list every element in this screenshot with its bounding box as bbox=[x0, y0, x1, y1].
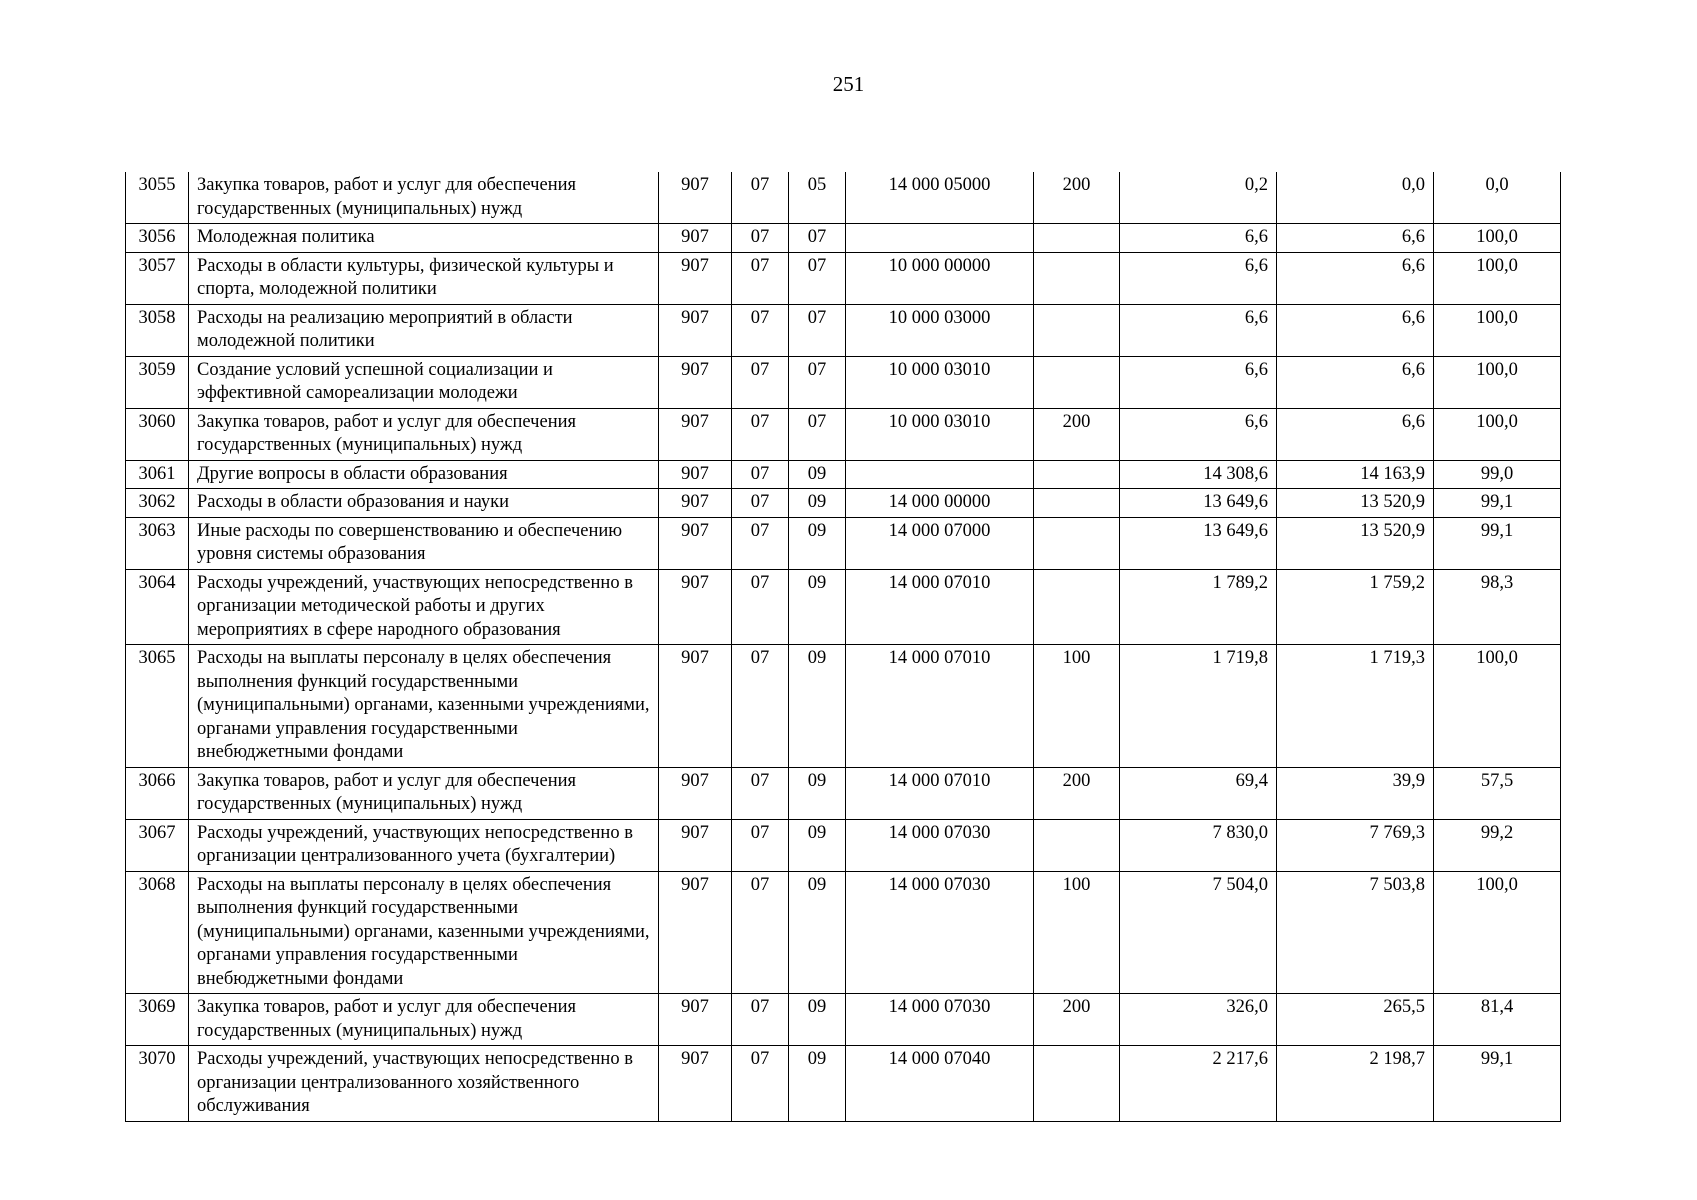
department-code-cell: 907 bbox=[659, 224, 732, 253]
subsection-code-cell: 09 bbox=[789, 767, 846, 819]
item-name-cell: Расходы в области культуры, физической культуры и спорта, молодежной политики bbox=[189, 252, 659, 304]
target-item-code-cell: 14 000 05000 bbox=[846, 172, 1034, 224]
percent-cell: 0,0 bbox=[1434, 172, 1561, 224]
expense-type-code-cell bbox=[1034, 1046, 1120, 1122]
target-item-code-cell bbox=[846, 460, 1034, 489]
item-name-cell: Закупка товаров, работ и услуг для обеспечения государственных (муниципальных) нужд bbox=[189, 767, 659, 819]
item-name-cell: Расходы учреждений, участвующих непосредственно в организации методической работы и других мероприятиях в сфере народного образования bbox=[189, 569, 659, 645]
table-row bbox=[126, 871, 1561, 994]
department-code-cell: 907 bbox=[659, 304, 732, 356]
target-item-code-cell: 14 000 07040 bbox=[846, 1046, 1034, 1122]
planned-amount-cell: 13 649,6 bbox=[1120, 489, 1277, 518]
planned-amount-cell: 69,4 bbox=[1120, 767, 1277, 819]
section-code-cell: 07 bbox=[732, 517, 789, 569]
subsection-code-cell: 09 bbox=[789, 569, 846, 645]
table-row bbox=[126, 517, 1561, 569]
actual-amount-cell: 13 520,9 bbox=[1277, 489, 1434, 518]
percent-cell: 100,0 bbox=[1434, 304, 1561, 356]
planned-amount-cell: 6,6 bbox=[1120, 356, 1277, 408]
expense-type-code-cell bbox=[1034, 252, 1120, 304]
subsection-code-cell: 09 bbox=[789, 645, 846, 768]
department-code-cell: 907 bbox=[659, 489, 732, 518]
planned-amount-cell: 6,6 bbox=[1120, 252, 1277, 304]
subsection-code-cell: 09 bbox=[789, 1046, 846, 1122]
target-item-code-cell: 10 000 03000 bbox=[846, 304, 1034, 356]
expense-type-code-cell: 100 bbox=[1034, 645, 1120, 768]
planned-amount-cell: 326,0 bbox=[1120, 994, 1277, 1046]
item-name-cell: Закупка товаров, работ и услуг для обеспечения государственных (муниципальных) нужд bbox=[189, 994, 659, 1046]
expense-type-code-cell bbox=[1034, 224, 1120, 253]
expense-type-code-cell bbox=[1034, 517, 1120, 569]
row-number-cell: 3067 bbox=[126, 819, 189, 871]
expense-type-code-cell: 100 bbox=[1034, 871, 1120, 994]
planned-amount-cell: 6,6 bbox=[1120, 224, 1277, 253]
percent-cell: 100,0 bbox=[1434, 356, 1561, 408]
planned-amount-cell: 6,6 bbox=[1120, 408, 1277, 460]
actual-amount-cell: 6,6 bbox=[1277, 356, 1434, 408]
expense-type-code-cell: 200 bbox=[1034, 994, 1120, 1046]
subsection-code-cell: 09 bbox=[789, 819, 846, 871]
percent-cell: 100,0 bbox=[1434, 408, 1561, 460]
section-code-cell: 07 bbox=[732, 408, 789, 460]
actual-amount-cell: 0,0 bbox=[1277, 172, 1434, 224]
row-number-cell: 3070 bbox=[126, 1046, 189, 1122]
target-item-code-cell: 14 000 07010 bbox=[846, 767, 1034, 819]
table-row bbox=[126, 569, 1561, 645]
table-row bbox=[126, 304, 1561, 356]
subsection-code-cell: 09 bbox=[789, 994, 846, 1046]
department-code-cell: 907 bbox=[659, 356, 732, 408]
table-row bbox=[126, 252, 1561, 304]
planned-amount-cell: 7 504,0 bbox=[1120, 871, 1277, 994]
item-name-cell: Расходы учреждений, участвующих непосредственно в организации централизованного учета (бухгалтерии) bbox=[189, 819, 659, 871]
section-code-cell: 07 bbox=[732, 819, 789, 871]
section-code-cell: 07 bbox=[732, 172, 789, 224]
table-row bbox=[126, 645, 1561, 768]
subsection-code-cell: 07 bbox=[789, 252, 846, 304]
item-name-cell: Создание условий успешной социализации и эффективной самореализации молодежи bbox=[189, 356, 659, 408]
percent-cell: 57,5 bbox=[1434, 767, 1561, 819]
item-name-cell: Расходы в области образования и науки bbox=[189, 489, 659, 518]
item-name-cell: Расходы на реализацию мероприятий в области молодежной политики bbox=[189, 304, 659, 356]
planned-amount-cell: 2 217,6 bbox=[1120, 1046, 1277, 1122]
section-code-cell: 07 bbox=[732, 304, 789, 356]
expense-type-code-cell bbox=[1034, 460, 1120, 489]
planned-amount-cell: 1 719,8 bbox=[1120, 645, 1277, 768]
percent-cell: 100,0 bbox=[1434, 645, 1561, 768]
target-item-code-cell: 14 000 07030 bbox=[846, 871, 1034, 994]
table-row bbox=[126, 224, 1561, 253]
section-code-cell: 07 bbox=[732, 994, 789, 1046]
subsection-code-cell: 09 bbox=[789, 460, 846, 489]
planned-amount-cell: 6,6 bbox=[1120, 304, 1277, 356]
expense-type-code-cell: 200 bbox=[1034, 408, 1120, 460]
item-name-cell: Иные расходы по совершенствованию и обеспечению уровня системы образования bbox=[189, 517, 659, 569]
percent-cell: 100,0 bbox=[1434, 252, 1561, 304]
actual-amount-cell: 39,9 bbox=[1277, 767, 1434, 819]
target-item-code-cell: 10 000 00000 bbox=[846, 252, 1034, 304]
row-number-cell: 3064 bbox=[126, 569, 189, 645]
subsection-code-cell: 07 bbox=[789, 304, 846, 356]
row-number-cell: 3069 bbox=[126, 994, 189, 1046]
actual-amount-cell: 6,6 bbox=[1277, 304, 1434, 356]
item-name-cell: Расходы учреждений, участвующих непосредственно в организации централизованного хозяйственного обслуживания bbox=[189, 1046, 659, 1122]
table-row bbox=[126, 767, 1561, 819]
department-code-cell: 907 bbox=[659, 994, 732, 1046]
item-name-cell: Закупка товаров, работ и услуг для обеспечения государственных (муниципальных) нужд bbox=[189, 172, 659, 224]
department-code-cell: 907 bbox=[659, 252, 732, 304]
target-item-code-cell: 10 000 03010 bbox=[846, 408, 1034, 460]
target-item-code-cell: 14 000 07030 bbox=[846, 819, 1034, 871]
row-number-cell: 3065 bbox=[126, 645, 189, 768]
department-code-cell: 907 bbox=[659, 460, 732, 489]
actual-amount-cell: 14 163,9 bbox=[1277, 460, 1434, 489]
subsection-code-cell: 07 bbox=[789, 408, 846, 460]
percent-cell: 100,0 bbox=[1434, 871, 1561, 994]
actual-amount-cell: 1 719,3 bbox=[1277, 645, 1434, 768]
percent-cell: 100,0 bbox=[1434, 224, 1561, 253]
row-number-cell: 3068 bbox=[126, 871, 189, 994]
subsection-code-cell: 09 bbox=[789, 489, 846, 518]
percent-cell: 99,1 bbox=[1434, 1046, 1561, 1122]
table-row bbox=[126, 408, 1561, 460]
actual-amount-cell: 7 503,8 bbox=[1277, 871, 1434, 994]
item-name-cell: Молодежная политика bbox=[189, 224, 659, 253]
actual-amount-cell: 6,6 bbox=[1277, 408, 1434, 460]
table-row bbox=[126, 819, 1561, 871]
section-code-cell: 07 bbox=[732, 460, 789, 489]
table-row bbox=[126, 1046, 1561, 1122]
percent-cell: 99,1 bbox=[1434, 489, 1561, 518]
subsection-code-cell: 09 bbox=[789, 517, 846, 569]
item-name-cell: Закупка товаров, работ и услуг для обеспечения государственных (муниципальных) нужд bbox=[189, 408, 659, 460]
expense-type-code-cell: 200 bbox=[1034, 172, 1120, 224]
department-code-cell: 907 bbox=[659, 645, 732, 768]
subsection-code-cell: 07 bbox=[789, 224, 846, 253]
row-number-cell: 3066 bbox=[126, 767, 189, 819]
expense-type-code-cell bbox=[1034, 356, 1120, 408]
target-item-code-cell: 14 000 07000 bbox=[846, 517, 1034, 569]
table-row bbox=[126, 172, 1561, 224]
department-code-cell: 907 bbox=[659, 569, 732, 645]
planned-amount-cell: 14 308,6 bbox=[1120, 460, 1277, 489]
department-code-cell: 907 bbox=[659, 1046, 732, 1122]
department-code-cell: 907 bbox=[659, 408, 732, 460]
expense-type-code-cell: 200 bbox=[1034, 767, 1120, 819]
item-name-cell: Другие вопросы в области образования bbox=[189, 460, 659, 489]
subsection-code-cell: 09 bbox=[789, 871, 846, 994]
percent-cell: 99,1 bbox=[1434, 517, 1561, 569]
target-item-code-cell: 14 000 00000 bbox=[846, 489, 1034, 518]
department-code-cell: 907 bbox=[659, 517, 732, 569]
section-code-cell: 07 bbox=[732, 645, 789, 768]
percent-cell: 99,0 bbox=[1434, 460, 1561, 489]
expense-type-code-cell bbox=[1034, 819, 1120, 871]
section-code-cell: 07 bbox=[732, 569, 789, 645]
target-item-code-cell: 14 000 07030 bbox=[846, 994, 1034, 1046]
row-number-cell: 3061 bbox=[126, 460, 189, 489]
row-number-cell: 3058 bbox=[126, 304, 189, 356]
actual-amount-cell: 6,6 bbox=[1277, 224, 1434, 253]
section-code-cell: 07 bbox=[732, 767, 789, 819]
actual-amount-cell: 7 769,3 bbox=[1277, 819, 1434, 871]
row-number-cell: 3056 bbox=[126, 224, 189, 253]
actual-amount-cell: 1 759,2 bbox=[1277, 569, 1434, 645]
row-number-cell: 3062 bbox=[126, 489, 189, 518]
planned-amount-cell: 7 830,0 bbox=[1120, 819, 1277, 871]
actual-amount-cell: 2 198,7 bbox=[1277, 1046, 1434, 1122]
planned-amount-cell: 13 649,6 bbox=[1120, 517, 1277, 569]
table-body bbox=[126, 172, 1561, 1121]
department-code-cell: 907 bbox=[659, 767, 732, 819]
planned-amount-cell: 1 789,2 bbox=[1120, 569, 1277, 645]
subsection-code-cell: 05 bbox=[789, 172, 846, 224]
row-number-cell: 3055 bbox=[126, 172, 189, 224]
actual-amount-cell: 13 520,9 bbox=[1277, 517, 1434, 569]
expense-type-code-cell bbox=[1034, 569, 1120, 645]
row-number-cell: 3060 bbox=[126, 408, 189, 460]
section-code-cell: 07 bbox=[732, 252, 789, 304]
department-code-cell: 907 bbox=[659, 871, 732, 994]
target-item-code-cell: 14 000 07010 bbox=[846, 645, 1034, 768]
actual-amount-cell: 6,6 bbox=[1277, 252, 1434, 304]
planned-amount-cell: 0,2 bbox=[1120, 172, 1277, 224]
table-row bbox=[126, 356, 1561, 408]
percent-cell: 81,4 bbox=[1434, 994, 1561, 1046]
department-code-cell: 907 bbox=[659, 819, 732, 871]
section-code-cell: 07 bbox=[732, 224, 789, 253]
percent-cell: 99,2 bbox=[1434, 819, 1561, 871]
expense-type-code-cell bbox=[1034, 304, 1120, 356]
section-code-cell: 07 bbox=[732, 489, 789, 518]
item-name-cell: Расходы на выплаты персоналу в целях обеспечения выполнения функций государственными (муниципальными) органами, казенными учреждениями, органами управления государственными внебюджетными фондами bbox=[189, 645, 659, 768]
section-code-cell: 07 bbox=[732, 871, 789, 994]
target-item-code-cell bbox=[846, 224, 1034, 253]
actual-amount-cell: 265,5 bbox=[1277, 994, 1434, 1046]
section-code-cell: 07 bbox=[732, 1046, 789, 1122]
subsection-code-cell: 07 bbox=[789, 356, 846, 408]
section-code-cell: 07 bbox=[732, 356, 789, 408]
table-row bbox=[126, 994, 1561, 1046]
percent-cell: 98,3 bbox=[1434, 569, 1561, 645]
table-row bbox=[126, 489, 1561, 518]
page-number: 251 bbox=[832, 72, 865, 96]
department-code-cell: 907 bbox=[659, 172, 732, 224]
target-item-code-cell: 14 000 07010 bbox=[846, 569, 1034, 645]
row-number-cell: 3057 bbox=[126, 252, 189, 304]
budget-table bbox=[125, 172, 1561, 1122]
table-row bbox=[126, 460, 1561, 489]
item-name-cell: Расходы на выплаты персоналу в целях обеспечения выполнения функций государственными (муниципальными) органами, казенными учреждениями, органами управления государственными внебюджетными фондами bbox=[189, 871, 659, 994]
row-number-cell: 3059 bbox=[126, 356, 189, 408]
row-number-cell: 3063 bbox=[126, 517, 189, 569]
target-item-code-cell: 10 000 03010 bbox=[846, 356, 1034, 408]
expense-type-code-cell bbox=[1034, 489, 1120, 518]
